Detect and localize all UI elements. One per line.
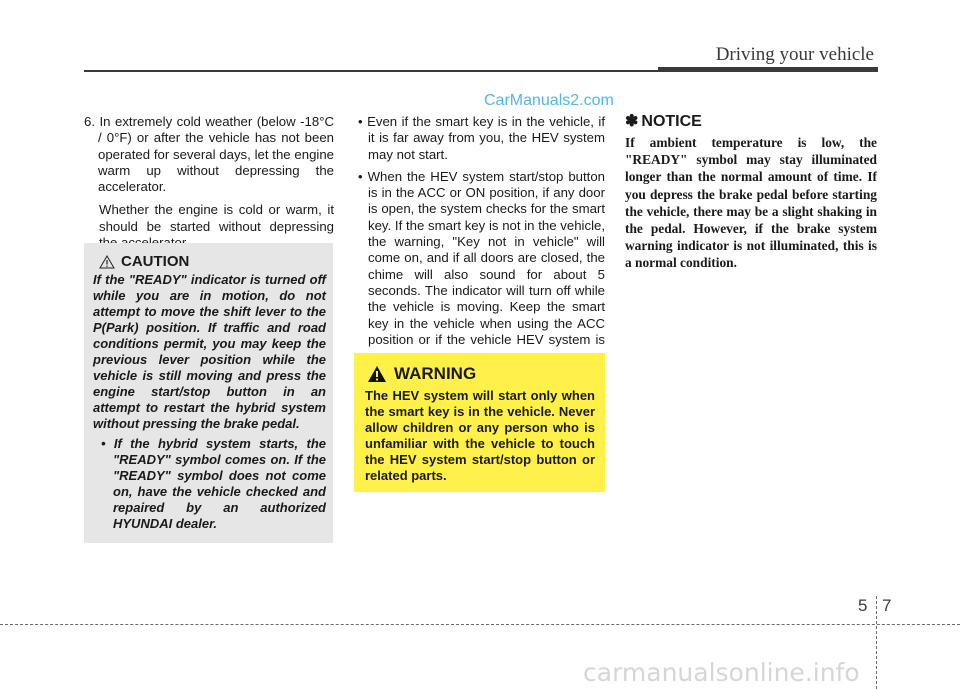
column-middle (354, 114, 605, 370)
caution-title: CAUTION (121, 253, 190, 270)
warning-triangle-icon (367, 365, 387, 383)
list-item: • Even if the smart key is in the vehicle, if it is far away from you, the HEV system may not start. (358, 114, 605, 162)
caution-box (84, 243, 333, 543)
caution-bullet: • If the hybrid system starts, the "READY" symbol comes on. If the "READY" symbol does not come on, have the vehicle checked and repaired by an authorized HYUNDAI dealer. (101, 436, 326, 531)
warning-box (354, 353, 605, 492)
caution-triangle-icon (99, 255, 115, 269)
caution-header (93, 254, 326, 270)
header-rule-accent (658, 67, 878, 72)
page-number: 7 (882, 596, 892, 615)
caution-body: If the "READY" indicator is turned off while you are in motion, do not attempt to move the shift lever to the P(Park) position. If traffic and road conditions permit, you may keep the previous lever position while the vehicle is still moving and press the engine start/stop button in an attempt to restart the hybrid system without pressing the brake pedal. (93, 272, 326, 431)
notice-title: NOTICE (641, 113, 702, 130)
notice-body: If ambient temperature is low, the "READY" symbol may stay illuminated longer than the normal amount of time. If you depress the brake pedal before starting the vehicle, there may be a slight shaking in the pedal. However, if the brake system warning indicator is not illuminated, this is a normal condition. (625, 135, 877, 270)
notice-header (625, 114, 877, 130)
chapter-number: 5 (858, 596, 868, 615)
footer-rule (0, 624, 960, 625)
page-divider (876, 596, 877, 689)
section-title: Driving your vehicle (715, 44, 874, 65)
watermark-footer: carmanualsonline.info (583, 658, 860, 687)
warning-body: The HEV system will start only when the smart key is in the vehicle. Never allow children or any person who is unfamiliar with the vehicle to touch the HEV system start/stop button or related parts. (365, 388, 595, 483)
watermark-link[interactable]: CarManuals2.com (484, 92, 614, 109)
warning-header (365, 365, 595, 383)
step-6-note: Whether the engine is cold or warm, it should be started without depressing (99, 202, 334, 234)
header-rule (84, 70, 658, 72)
notice-star-icon: ✽ (625, 113, 639, 130)
step-6-text: 6. In extremely cold weather (below -18°C / 0°F) or after the vehicle has not been operated for several days, let the engine warm up without depressing the accelerator. (84, 114, 334, 195)
column-right (625, 114, 877, 271)
column-left (84, 114, 334, 251)
list-item: • When the HEV system start/stop button is in the ACC or ON position, if any door is open, the system checks for the smart key. If the smart key is not in the vehicle, the warning, "Key not in vehicle" will come on, and if all doors are closed, the chime will also sound for about 5 seconds. The indicator will turn off while the vehicle is moving. Keep the smart key in the vehicle when using the ACC position or if the vehicle HEV system is (358, 168, 605, 347)
warning-title: WARNING (394, 364, 477, 383)
